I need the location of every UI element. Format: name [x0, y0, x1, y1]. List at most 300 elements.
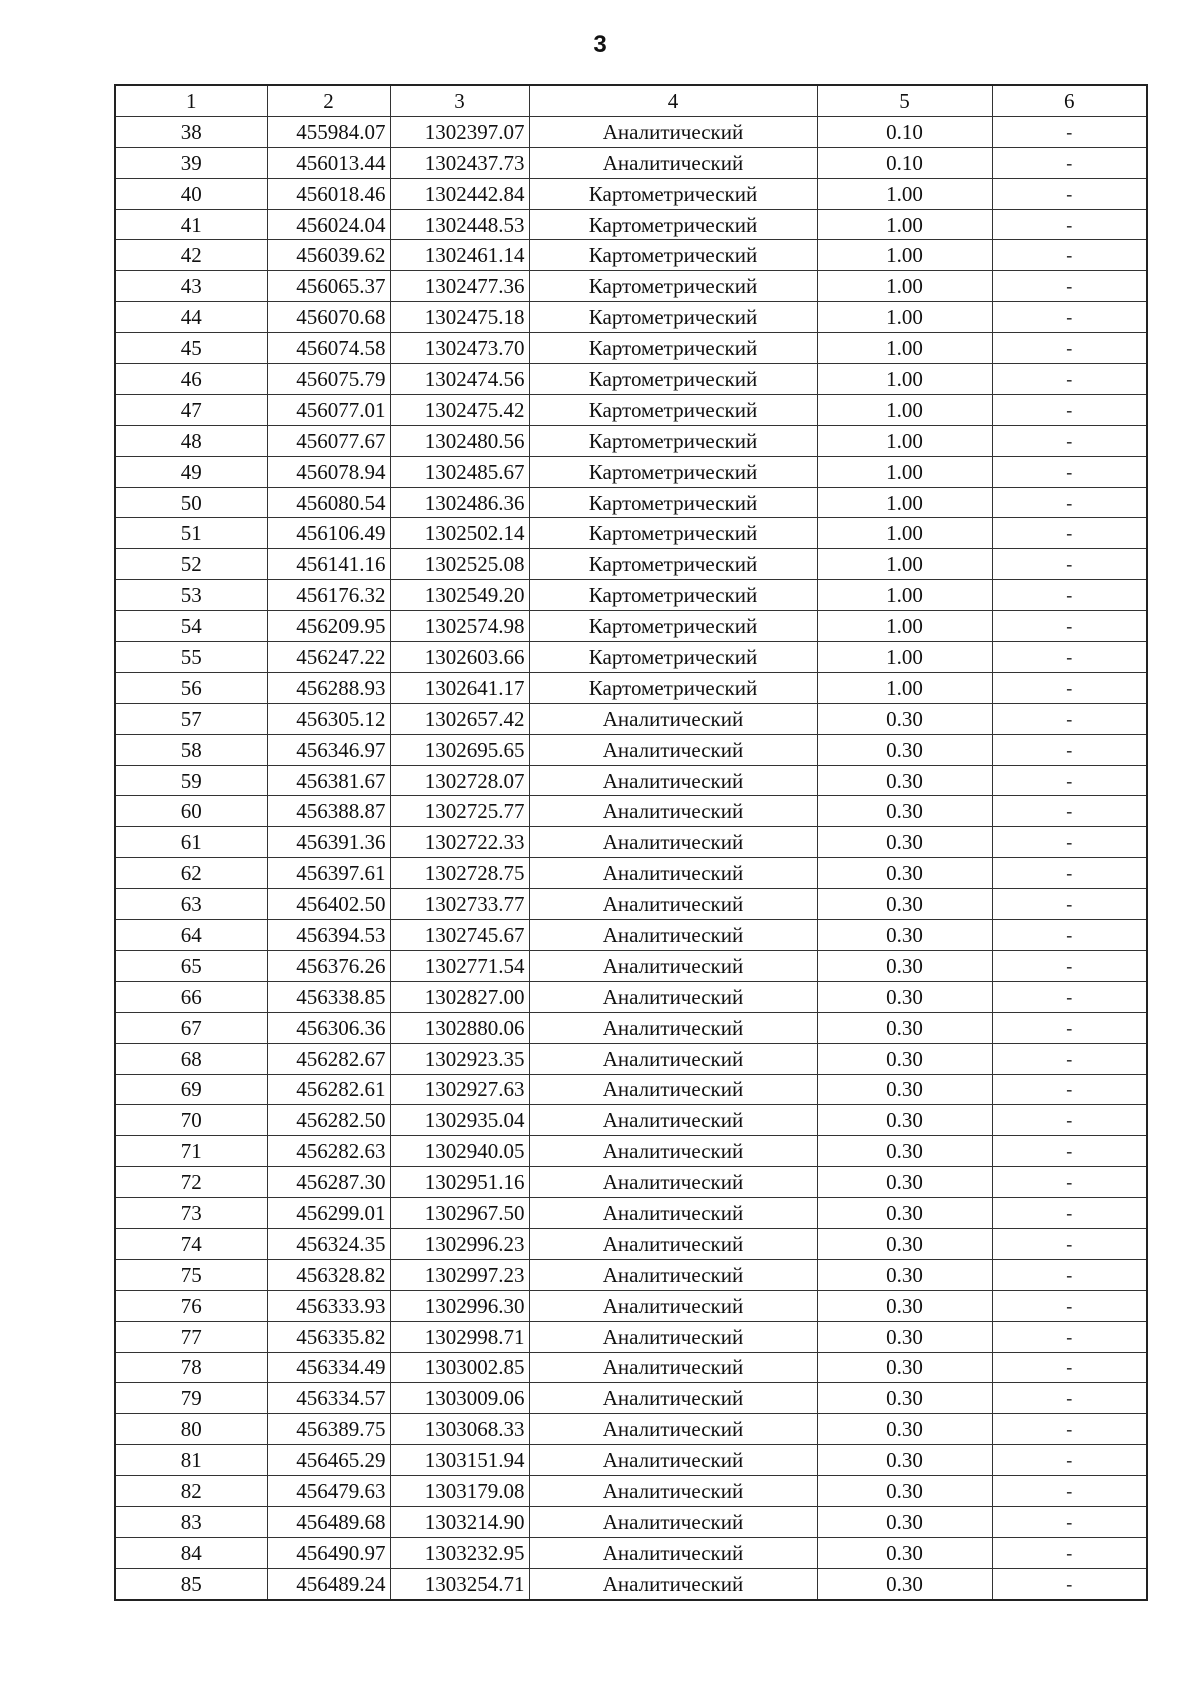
- table-row: [115, 271, 1147, 302]
- note-cell: -: [992, 981, 1147, 1012]
- method-cell: Аналитический: [529, 765, 817, 796]
- y-coordinate-cell: 1303151.94: [390, 1445, 529, 1476]
- y-coordinate-cell: 1303002.85: [390, 1352, 529, 1383]
- method-cell: Аналитический: [529, 1290, 817, 1321]
- y-coordinate-cell: 1302827.00: [390, 981, 529, 1012]
- method-cell: Картометрический: [529, 364, 817, 395]
- note-cell: -: [992, 1476, 1147, 1507]
- note-cell: -: [992, 333, 1147, 364]
- point-number-cell: 56: [115, 672, 267, 703]
- accuracy-cell: 0.30: [817, 950, 992, 981]
- x-coordinate-cell: 455984.07: [267, 116, 390, 147]
- accuracy-cell: 1.00: [817, 178, 992, 209]
- method-cell: Картометрический: [529, 672, 817, 703]
- x-coordinate-cell: 456490.97: [267, 1537, 390, 1568]
- point-number-cell: 80: [115, 1414, 267, 1445]
- y-coordinate-cell: 1302477.36: [390, 271, 529, 302]
- point-number-cell: 78: [115, 1352, 267, 1383]
- y-coordinate-cell: 1302480.56: [390, 425, 529, 456]
- note-cell: -: [992, 1012, 1147, 1043]
- table-row: [115, 487, 1147, 518]
- y-coordinate-cell: 1302475.18: [390, 302, 529, 333]
- y-coordinate-cell: 1302951.16: [390, 1167, 529, 1198]
- accuracy-cell: 0.30: [817, 1136, 992, 1167]
- table-row: [115, 425, 1147, 456]
- y-coordinate-cell: 1302442.84: [390, 178, 529, 209]
- x-coordinate-cell: 456402.50: [267, 889, 390, 920]
- method-cell: Картометрический: [529, 642, 817, 673]
- method-cell: Картометрический: [529, 425, 817, 456]
- point-number-cell: 62: [115, 858, 267, 889]
- accuracy-cell: 0.30: [817, 796, 992, 827]
- y-coordinate-cell: 1302475.42: [390, 394, 529, 425]
- y-coordinate-cell: 1302967.50: [390, 1198, 529, 1229]
- accuracy-cell: 0.30: [817, 1537, 992, 1568]
- accuracy-cell: 0.30: [817, 827, 992, 858]
- y-coordinate-cell: 1302695.65: [390, 734, 529, 765]
- table-row: [115, 672, 1147, 703]
- method-cell: Картометрический: [529, 549, 817, 580]
- method-cell: Аналитический: [529, 1012, 817, 1043]
- table-header: [115, 85, 1147, 116]
- note-cell: -: [992, 1321, 1147, 1352]
- point-number-cell: 68: [115, 1043, 267, 1074]
- column-header: 6: [992, 85, 1147, 116]
- accuracy-cell: 0.30: [817, 1414, 992, 1445]
- method-cell: Аналитический: [529, 703, 817, 734]
- table-row: [115, 580, 1147, 611]
- accuracy-cell: 1.00: [817, 333, 992, 364]
- y-coordinate-cell: 1302461.14: [390, 240, 529, 271]
- x-coordinate-cell: 456039.62: [267, 240, 390, 271]
- accuracy-cell: 0.30: [817, 703, 992, 734]
- table-row: [115, 209, 1147, 240]
- point-number-cell: 45: [115, 333, 267, 364]
- column-header: 5: [817, 85, 992, 116]
- method-cell: Аналитический: [529, 1321, 817, 1352]
- method-cell: Аналитический: [529, 1476, 817, 1507]
- method-cell: Аналитический: [529, 981, 817, 1012]
- point-number-cell: 77: [115, 1321, 267, 1352]
- note-cell: -: [992, 611, 1147, 642]
- point-number-cell: 52: [115, 549, 267, 580]
- x-coordinate-cell: 456381.67: [267, 765, 390, 796]
- y-coordinate-cell: 1302880.06: [390, 1012, 529, 1043]
- method-cell: Аналитический: [529, 1352, 817, 1383]
- table-row: [115, 1228, 1147, 1259]
- x-coordinate-cell: 456282.67: [267, 1043, 390, 1074]
- x-coordinate-cell: 456489.24: [267, 1568, 390, 1599]
- accuracy-cell: 0.30: [817, 1198, 992, 1229]
- note-cell: -: [992, 518, 1147, 549]
- table-row: [115, 796, 1147, 827]
- method-cell: Аналитический: [529, 1167, 817, 1198]
- y-coordinate-cell: 1302745.67: [390, 920, 529, 951]
- x-coordinate-cell: 456299.01: [267, 1198, 390, 1229]
- coordinates-table: [114, 84, 1148, 1601]
- y-coordinate-cell: 1303068.33: [390, 1414, 529, 1445]
- y-coordinate-cell: 1302998.71: [390, 1321, 529, 1352]
- point-number-cell: 73: [115, 1198, 267, 1229]
- table-row: [115, 1290, 1147, 1321]
- note-cell: -: [992, 271, 1147, 302]
- x-coordinate-cell: 456106.49: [267, 518, 390, 549]
- note-cell: -: [992, 1167, 1147, 1198]
- table-row: [115, 1414, 1147, 1445]
- accuracy-cell: 0.30: [817, 1476, 992, 1507]
- point-number-cell: 67: [115, 1012, 267, 1043]
- accuracy-cell: 1.00: [817, 580, 992, 611]
- method-cell: Аналитический: [529, 1568, 817, 1599]
- x-coordinate-cell: 456479.63: [267, 1476, 390, 1507]
- y-coordinate-cell: 1302927.63: [390, 1074, 529, 1105]
- accuracy-cell: 0.30: [817, 734, 992, 765]
- y-coordinate-cell: 1302641.17: [390, 672, 529, 703]
- table-row: [115, 858, 1147, 889]
- table-row: [115, 1136, 1147, 1167]
- x-coordinate-cell: 456075.79: [267, 364, 390, 395]
- method-cell: Аналитический: [529, 1537, 817, 1568]
- note-cell: -: [992, 703, 1147, 734]
- note-cell: -: [992, 1568, 1147, 1599]
- x-coordinate-cell: 456080.54: [267, 487, 390, 518]
- point-number-cell: 41: [115, 209, 267, 240]
- point-number-cell: 82: [115, 1476, 267, 1507]
- x-coordinate-cell: 456024.04: [267, 209, 390, 240]
- point-number-cell: 75: [115, 1259, 267, 1290]
- x-coordinate-cell: 456489.68: [267, 1506, 390, 1537]
- note-cell: -: [992, 920, 1147, 951]
- note-cell: -: [992, 1043, 1147, 1074]
- accuracy-cell: 1.00: [817, 549, 992, 580]
- y-coordinate-cell: 1302525.08: [390, 549, 529, 580]
- y-coordinate-cell: 1303254.71: [390, 1568, 529, 1599]
- x-coordinate-cell: 456247.22: [267, 642, 390, 673]
- x-coordinate-cell: 456077.67: [267, 425, 390, 456]
- note-cell: -: [992, 950, 1147, 981]
- method-cell: Картометрический: [529, 456, 817, 487]
- method-cell: Аналитический: [529, 1074, 817, 1105]
- note-cell: -: [992, 487, 1147, 518]
- accuracy-cell: 0.30: [817, 889, 992, 920]
- y-coordinate-cell: 1302502.14: [390, 518, 529, 549]
- point-number-cell: 43: [115, 271, 267, 302]
- point-number-cell: 79: [115, 1383, 267, 1414]
- table-row: [115, 1352, 1147, 1383]
- x-coordinate-cell: 456346.97: [267, 734, 390, 765]
- table-row: [115, 1043, 1147, 1074]
- y-coordinate-cell: 1302486.36: [390, 487, 529, 518]
- table-row: [115, 765, 1147, 796]
- note-cell: -: [992, 672, 1147, 703]
- note-cell: -: [992, 302, 1147, 333]
- accuracy-cell: 1.00: [817, 487, 992, 518]
- table-row: [115, 549, 1147, 580]
- method-cell: Аналитический: [529, 920, 817, 951]
- point-number-cell: 50: [115, 487, 267, 518]
- accuracy-cell: 0.30: [817, 858, 992, 889]
- y-coordinate-cell: 1302474.56: [390, 364, 529, 395]
- note-cell: -: [992, 1228, 1147, 1259]
- point-number-cell: 44: [115, 302, 267, 333]
- y-coordinate-cell: 1302728.07: [390, 765, 529, 796]
- note-cell: -: [992, 765, 1147, 796]
- accuracy-cell: 1.00: [817, 642, 992, 673]
- table-row: [115, 1198, 1147, 1229]
- table-row: [115, 147, 1147, 178]
- note-cell: -: [992, 1105, 1147, 1136]
- x-coordinate-cell: 456176.32: [267, 580, 390, 611]
- point-number-cell: 53: [115, 580, 267, 611]
- point-number-cell: 51: [115, 518, 267, 549]
- y-coordinate-cell: 1302549.20: [390, 580, 529, 611]
- note-cell: -: [992, 642, 1147, 673]
- point-number-cell: 49: [115, 456, 267, 487]
- table-row: [115, 889, 1147, 920]
- note-cell: -: [992, 549, 1147, 580]
- header-row: [115, 85, 1147, 116]
- table-row: [115, 1074, 1147, 1105]
- accuracy-cell: 1.00: [817, 518, 992, 549]
- table-row: [115, 1476, 1147, 1507]
- method-cell: Картометрический: [529, 302, 817, 333]
- table-row: [115, 1105, 1147, 1136]
- accuracy-cell: 0.30: [817, 1074, 992, 1105]
- method-cell: Аналитический: [529, 1445, 817, 1476]
- y-coordinate-cell: 1302996.23: [390, 1228, 529, 1259]
- accuracy-cell: 1.00: [817, 425, 992, 456]
- note-cell: -: [992, 116, 1147, 147]
- accuracy-cell: 0.30: [817, 1043, 992, 1074]
- method-cell: Картометрический: [529, 580, 817, 611]
- note-cell: -: [992, 889, 1147, 920]
- x-coordinate-cell: 456282.50: [267, 1105, 390, 1136]
- accuracy-cell: 1.00: [817, 271, 992, 302]
- accuracy-cell: 0.30: [817, 1105, 992, 1136]
- table-row: [115, 703, 1147, 734]
- y-coordinate-cell: 1303179.08: [390, 1476, 529, 1507]
- table-row: [115, 240, 1147, 271]
- table-row: [115, 827, 1147, 858]
- method-cell: Аналитический: [529, 1383, 817, 1414]
- table-row: [115, 394, 1147, 425]
- accuracy-cell: 0.30: [817, 1568, 992, 1599]
- accuracy-cell: 1.00: [817, 611, 992, 642]
- point-number-cell: 85: [115, 1568, 267, 1599]
- method-cell: Аналитический: [529, 1414, 817, 1445]
- point-number-cell: 63: [115, 889, 267, 920]
- method-cell: Аналитический: [529, 827, 817, 858]
- table-row: [115, 1537, 1147, 1568]
- point-number-cell: 48: [115, 425, 267, 456]
- method-cell: Аналитический: [529, 889, 817, 920]
- x-coordinate-cell: 456077.01: [267, 394, 390, 425]
- note-cell: -: [992, 1383, 1147, 1414]
- accuracy-cell: 1.00: [817, 302, 992, 333]
- table-row: [115, 518, 1147, 549]
- y-coordinate-cell: 1302997.23: [390, 1259, 529, 1290]
- accuracy-cell: 0.30: [817, 1445, 992, 1476]
- method-cell: Аналитический: [529, 1136, 817, 1167]
- point-number-cell: 42: [115, 240, 267, 271]
- point-number-cell: 74: [115, 1228, 267, 1259]
- point-number-cell: 65: [115, 950, 267, 981]
- point-number-cell: 69: [115, 1074, 267, 1105]
- table-row: [115, 1321, 1147, 1352]
- note-cell: -: [992, 580, 1147, 611]
- accuracy-cell: 0.30: [817, 920, 992, 951]
- method-cell: Картометрический: [529, 611, 817, 642]
- x-coordinate-cell: 456397.61: [267, 858, 390, 889]
- y-coordinate-cell: 1302485.67: [390, 456, 529, 487]
- y-coordinate-cell: 1303009.06: [390, 1383, 529, 1414]
- method-cell: Картометрический: [529, 271, 817, 302]
- table-row: [115, 1568, 1147, 1599]
- accuracy-cell: 0.30: [817, 1259, 992, 1290]
- note-cell: -: [992, 734, 1147, 765]
- table-row: [115, 364, 1147, 395]
- note-cell: -: [992, 1445, 1147, 1476]
- note-cell: -: [992, 1136, 1147, 1167]
- point-number-cell: 38: [115, 116, 267, 147]
- note-cell: -: [992, 1259, 1147, 1290]
- x-coordinate-cell: 456018.46: [267, 178, 390, 209]
- point-number-cell: 60: [115, 796, 267, 827]
- x-coordinate-cell: 456074.58: [267, 333, 390, 364]
- y-coordinate-cell: 1302448.53: [390, 209, 529, 240]
- y-coordinate-cell: 1302935.04: [390, 1105, 529, 1136]
- table-row: [115, 1506, 1147, 1537]
- x-coordinate-cell: 456306.36: [267, 1012, 390, 1043]
- table-row: [115, 1012, 1147, 1043]
- y-coordinate-cell: 1302771.54: [390, 950, 529, 981]
- table-row: [115, 950, 1147, 981]
- table-row: [115, 333, 1147, 364]
- table-row: [115, 178, 1147, 209]
- accuracy-cell: 0.30: [817, 1012, 992, 1043]
- x-coordinate-cell: 456070.68: [267, 302, 390, 333]
- note-cell: -: [992, 364, 1147, 395]
- accuracy-cell: 0.30: [817, 1321, 992, 1352]
- x-coordinate-cell: 456282.63: [267, 1136, 390, 1167]
- note-cell: -: [992, 1290, 1147, 1321]
- table-row: [115, 116, 1147, 147]
- y-coordinate-cell: 1302437.73: [390, 147, 529, 178]
- x-coordinate-cell: 456013.44: [267, 147, 390, 178]
- point-number-cell: 76: [115, 1290, 267, 1321]
- table-row: [115, 1383, 1147, 1414]
- note-cell: -: [992, 240, 1147, 271]
- method-cell: Аналитический: [529, 1506, 817, 1537]
- x-coordinate-cell: 456078.94: [267, 456, 390, 487]
- method-cell: Аналитический: [529, 734, 817, 765]
- x-coordinate-cell: 456335.82: [267, 1321, 390, 1352]
- y-coordinate-cell: 1302603.66: [390, 642, 529, 673]
- note-cell: -: [992, 858, 1147, 889]
- accuracy-cell: 0.30: [817, 1228, 992, 1259]
- note-cell: -: [992, 1352, 1147, 1383]
- method-cell: Аналитический: [529, 1105, 817, 1136]
- table-row: [115, 302, 1147, 333]
- table-row: [115, 920, 1147, 951]
- table-body: [115, 116, 1147, 1599]
- point-number-cell: 64: [115, 920, 267, 951]
- note-cell: -: [992, 1414, 1147, 1445]
- y-coordinate-cell: 1302725.77: [390, 796, 529, 827]
- y-coordinate-cell: 1302733.77: [390, 889, 529, 920]
- point-number-cell: 83: [115, 1506, 267, 1537]
- x-coordinate-cell: 456338.85: [267, 981, 390, 1012]
- column-header: 1: [115, 85, 267, 116]
- x-coordinate-cell: 456209.95: [267, 611, 390, 642]
- column-header: 4: [529, 85, 817, 116]
- page-number: 3: [593, 31, 607, 58]
- accuracy-cell: 1.00: [817, 364, 992, 395]
- accuracy-cell: 1.00: [817, 209, 992, 240]
- point-number-cell: 39: [115, 147, 267, 178]
- x-coordinate-cell: 456465.29: [267, 1445, 390, 1476]
- x-coordinate-cell: 456305.12: [267, 703, 390, 734]
- method-cell: Картометрический: [529, 518, 817, 549]
- method-cell: Картометрический: [529, 487, 817, 518]
- table-row: [115, 981, 1147, 1012]
- accuracy-cell: 0.30: [817, 1167, 992, 1198]
- x-coordinate-cell: 456333.93: [267, 1290, 390, 1321]
- x-coordinate-cell: 456328.82: [267, 1259, 390, 1290]
- table-row: [115, 642, 1147, 673]
- point-number-cell: 59: [115, 765, 267, 796]
- accuracy-cell: 0.30: [817, 765, 992, 796]
- x-coordinate-cell: 456287.30: [267, 1167, 390, 1198]
- accuracy-cell: 0.30: [817, 1290, 992, 1321]
- point-number-cell: 71: [115, 1136, 267, 1167]
- method-cell: Картометрический: [529, 240, 817, 271]
- method-cell: Картометрический: [529, 333, 817, 364]
- method-cell: Картометрический: [529, 209, 817, 240]
- point-number-cell: 47: [115, 394, 267, 425]
- point-number-cell: 54: [115, 611, 267, 642]
- note-cell: -: [992, 147, 1147, 178]
- accuracy-cell: 0.30: [817, 1352, 992, 1383]
- note-cell: -: [992, 456, 1147, 487]
- column-header: 2: [267, 85, 390, 116]
- method-cell: Картометрический: [529, 394, 817, 425]
- method-cell: Аналитический: [529, 1198, 817, 1229]
- x-coordinate-cell: 456141.16: [267, 549, 390, 580]
- y-coordinate-cell: 1302473.70: [390, 333, 529, 364]
- point-number-cell: 40: [115, 178, 267, 209]
- point-number-cell: 55: [115, 642, 267, 673]
- point-number-cell: 66: [115, 981, 267, 1012]
- accuracy-cell: 1.00: [817, 456, 992, 487]
- x-coordinate-cell: 456376.26: [267, 950, 390, 981]
- method-cell: Аналитический: [529, 950, 817, 981]
- point-number-cell: 84: [115, 1537, 267, 1568]
- method-cell: Аналитический: [529, 858, 817, 889]
- accuracy-cell: 0.10: [817, 116, 992, 147]
- y-coordinate-cell: 1302728.75: [390, 858, 529, 889]
- y-coordinate-cell: 1303214.90: [390, 1506, 529, 1537]
- table-row: [115, 1259, 1147, 1290]
- accuracy-cell: 1.00: [817, 240, 992, 271]
- note-cell: -: [992, 1198, 1147, 1229]
- note-cell: -: [992, 796, 1147, 827]
- accuracy-cell: 1.00: [817, 672, 992, 703]
- point-number-cell: 70: [115, 1105, 267, 1136]
- x-coordinate-cell: 456388.87: [267, 796, 390, 827]
- y-coordinate-cell: 1302722.33: [390, 827, 529, 858]
- table-row: [115, 1445, 1147, 1476]
